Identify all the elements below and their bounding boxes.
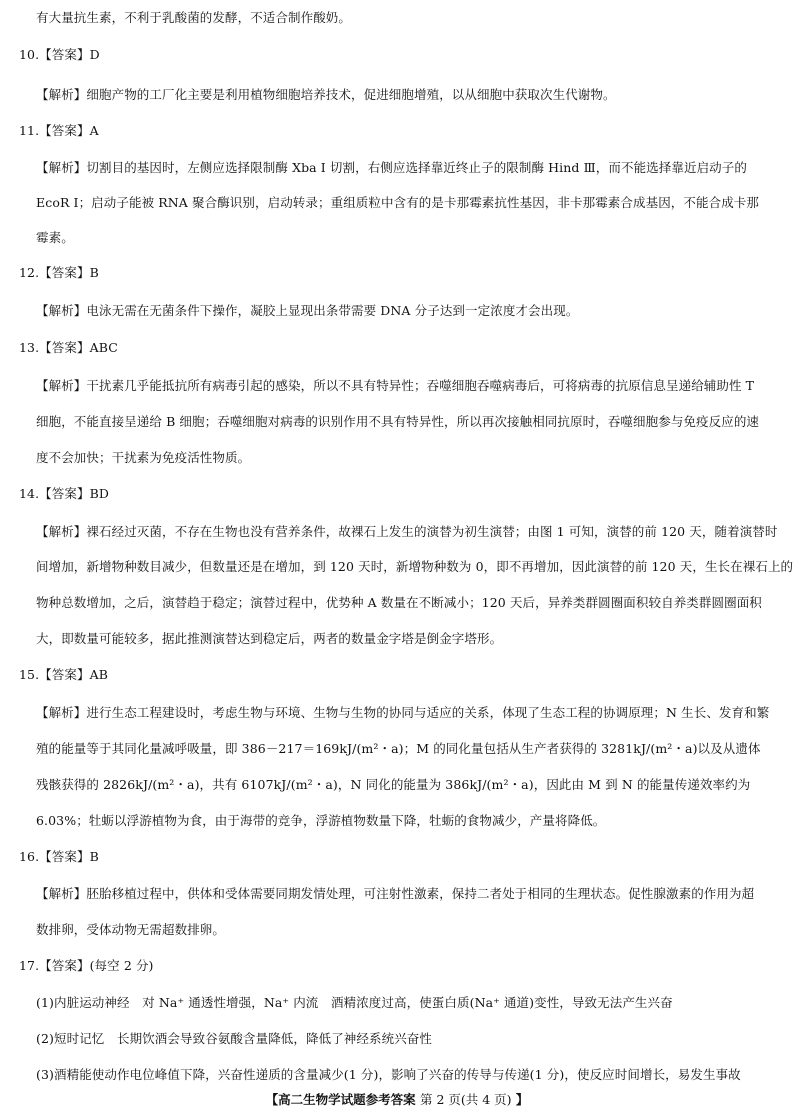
explanation-line: 【解析】切割目的基因时，左侧应选择限制酶 Xba Ⅰ 切割，右侧应选择靠近终止子的限制酶 Hind Ⅲ，而不能选择靠近启动子的: [36, 160, 747, 175]
question-answer-line: 10.【答案】D: [19, 47, 100, 62]
explanation-line: 【解析】进行生态工程建设时，考虑生物与环境、生物与生物的协同与适应的关系，体现了生态工程的协调原理；N 生长、发育和繁: [36, 705, 770, 720]
explanation-line: 度不会加快；干扰素为免疫活性物质。: [36, 450, 251, 465]
explanation-line: (3)酒精能使动作电位峰值下降，兴奋性递质的含量减少(1 分)，影响了兴奋的传导与传递(1 分)，使反应时间增长，易发生事故: [36, 1067, 741, 1082]
question-answer-line: 15.【答案】AB: [19, 667, 108, 682]
explanation-line: 大，即数量可能较多，据此推测演替达到稳定后，两者的数量金字塔是倒金字塔形。: [36, 631, 503, 646]
explanation-line: (1)内脏运动神经 对 Na⁺ 通透性增强，Na⁺ 内流 酒精浓度过高，使蛋白质(Na⁺ 通道)变性，导致无法产生兴奋: [36, 995, 673, 1010]
question-answer-line: 11.【答案】A: [19, 123, 99, 138]
explanation-line: 霉素。: [36, 230, 74, 245]
question-answer-line: 13.【答案】ABC: [19, 340, 118, 355]
page-footer: [0, 1090, 794, 1108]
question-answer-line: 12.【答案】B: [19, 265, 99, 280]
explanation-line: 【解析】干扰素几乎能抵抗所有病毒引起的感染，所以不具有特异性；吞噬细胞吞噬病毒后，可将病毒的抗原信息呈递给辅助性 T: [36, 378, 755, 393]
explanation-line: 【解析】裸石经过灭菌，不存在生物也没有营养条件，故裸石上发生的演替为初生演替；由图 1 可知，演替的前 120 天，随着演替时: [36, 524, 778, 539]
question-answer-line: 16.【答案】B: [19, 849, 99, 864]
explanation-line: 有大量抗生素，不利于乳酸菌的发酵，不适合制作酸奶。: [36, 10, 352, 25]
explanation-line: 6.03%；牡蛎以浮游植物为食，由于海带的竞争，浮游植物数量下降，牡蛎的食物减少，产量将降低。: [36, 813, 606, 828]
explanation-line: EcoR Ⅰ；启动子能被 RNA 聚合酶识别，启动转录；重组质粒中含有的是卡那霉素抗性基因，非卡那霉素合成基因，不能合成卡那: [36, 195, 759, 210]
explanation-line: 物种总数增加，之后，演替趋于稳定；演替过程中，优势种 A 数量在不断减小；120 天后，异养类群圆圈面积较自养类群圆圈面积: [36, 595, 762, 610]
explanation-line: 【解析】电泳无需在无菌条件下操作，凝胶上显现出条带需要 DNA 分子达到一定浓度才会出现。: [36, 303, 579, 318]
question-answer-line: 14.【答案】BD: [19, 486, 109, 501]
explanation-line: 残骸获得的 2826kJ/(m²・a)，共有 6107kJ/(m²・a)，N 同化的能量为 386kJ/(m²・a)，因此由 M 到 N 的能量传递效率约为: [36, 777, 751, 792]
explanation-line: 数排卵，受体动物无需超数排卵。: [36, 922, 226, 937]
footer-close-bracket: 】: [515, 1092, 529, 1107]
explanation-line: 【解析】胚胎移植过程中，供体和受体需要同期发情处理，可注射性激素，保持二者处于相同的生理状态。促性腺激素的作用为超: [36, 886, 755, 901]
explanation-line: 间增加，新增物种数目减少，但数量还是在增加，到 120 天时，新增物种数为 0，即不再增加，因此演替的前 120 天，生长在裸石上的: [36, 559, 794, 574]
explanation-line: 殖的能量等于其同化量减呼吸量，即 386－217＝169kJ/(m²・a)；M 的同化量包括从生产者获得的 3281kJ/(m²・a)以及从遗体: [36, 741, 761, 756]
explanation-line: (2)短时记忆 长期饮酒会导致谷氨酸含量降低，降低了神经系统兴奋性: [36, 1031, 433, 1046]
footer-title: 【高二生物学试题参考答案: [265, 1092, 416, 1107]
question-answer-line: 17.【答案】(每空 2 分): [19, 958, 154, 973]
explanation-line: 【解析】细胞产物的工厂化主要是利用植物细胞培养技术，促进细胞增殖，以从细胞中获取次生代谢物。: [36, 87, 616, 102]
footer-page-number: 第 2 页(共 4 页): [419, 1092, 512, 1107]
explanation-line: 细胞，不能直接呈递给 B 细胞；吞噬细胞对病毒的识别作用不具有特异性，所以再次接触相同抗原时，吞噬细胞参与免疫反应的速: [36, 414, 760, 429]
